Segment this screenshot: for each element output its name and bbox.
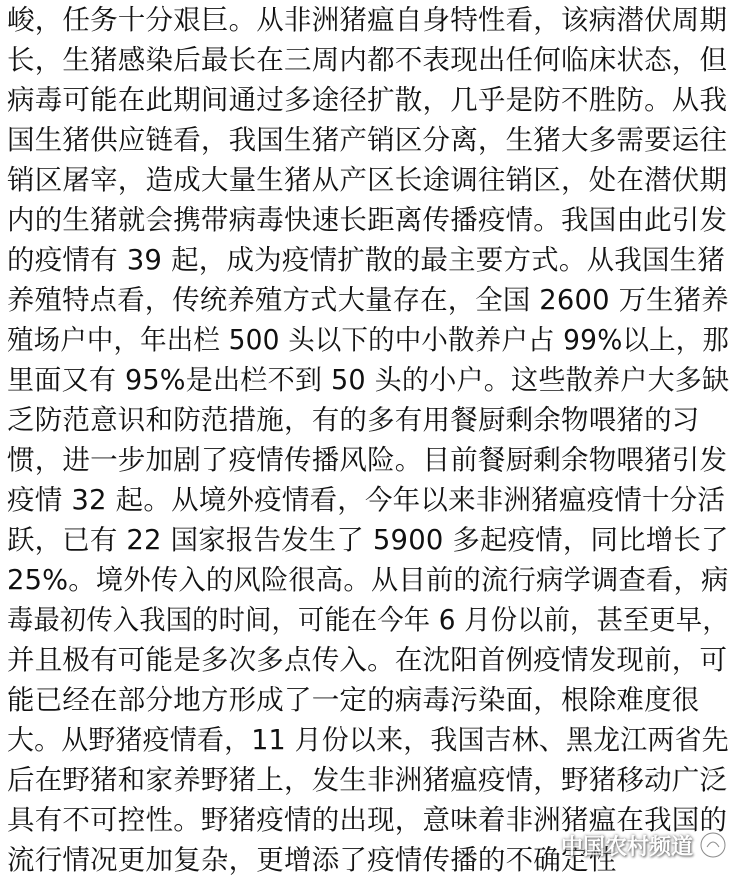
- text-line: 养殖特点看，传统养殖方式大量存在，全国 2600 万生猪养: [7, 284, 729, 316]
- text-line: 长，生猪感染后最长在三周内都不表现出任何临床状态，但: [7, 44, 728, 76]
- watermark-text: 中国农村频道: [560, 834, 693, 860]
- text-line: 25%。境外传入的风险很高。从目前的流行病学调查看，病: [7, 564, 729, 596]
- text-line: 具有不可控性。野猪疫情的出现，意味着非洲猪瘟在我国的: [7, 804, 728, 836]
- tv-channel-logo-icon: [699, 831, 727, 859]
- text-line: 峻，任务十分艰巨。从非洲猪瘟自身特性看，该病潜伏周期: [7, 4, 728, 36]
- text-line: 内的生猪就会携带病毒快速长距离传播疫情。我国由此引发: [7, 204, 728, 236]
- text-line: 流行情况更加复杂，更增添了疫情传播的不确定性: [7, 844, 617, 876]
- text-line: 病毒可能在此期间通过多途径扩散，几乎是防不胜防。从我: [7, 84, 728, 116]
- text-line: 跃，已有 22 国家报告发生了 5900 多起疫情，同比增长了: [7, 524, 729, 556]
- text-line: 乏防范意识和防范措施，有的多有用餐厨剩余物喂猪的习: [7, 404, 700, 436]
- text-line: 并且极有可能是多次多点传入。在沈阳首例疫情发现前，可: [7, 644, 728, 676]
- document-body: [7, 0, 730, 876]
- text-line: 销区屠宰，造成大量生猪从产区长途调往销区，处在潜伏期: [7, 164, 728, 196]
- text-line: 大。从野猪疫情看，11 月份以来，我国吉林、黑龙江两省先: [7, 724, 729, 756]
- text-line: 殖场户中，年出栏 500 头以下的中小散养户占 99%以上，那: [7, 324, 730, 356]
- text-line: 后在野猪和家养野猪上，发生非洲猪瘟疫情，野猪移动广泛: [7, 764, 728, 796]
- text-line: 里面又有 95%是出栏不到 50 头的小户。这些散养户大多缺: [7, 364, 730, 396]
- text-line: 疫情 32 起。从境外疫情看，今年以来非洲猪瘟疫情十分活: [7, 484, 726, 516]
- channel-watermark: [561, 828, 727, 862]
- text-line: 的疫情有 39 起，成为疫情扩散的最主要方式。从我国生猪: [7, 244, 726, 276]
- text-line: 能已经在部分地方形成了一定的病毒污染面，根除难度很: [7, 684, 700, 716]
- text-line: 国生猪供应链看，我国生猪产销区分离，生猪大多需要运往: [7, 124, 728, 156]
- text-line: 惯，进一步加剧了疫情传播风险。目前餐厨剩余物喂猪引发: [7, 444, 728, 476]
- text-line: 毒最初传入我国的时间，可能在今年 6 月份以前，甚至更早，: [7, 604, 729, 636]
